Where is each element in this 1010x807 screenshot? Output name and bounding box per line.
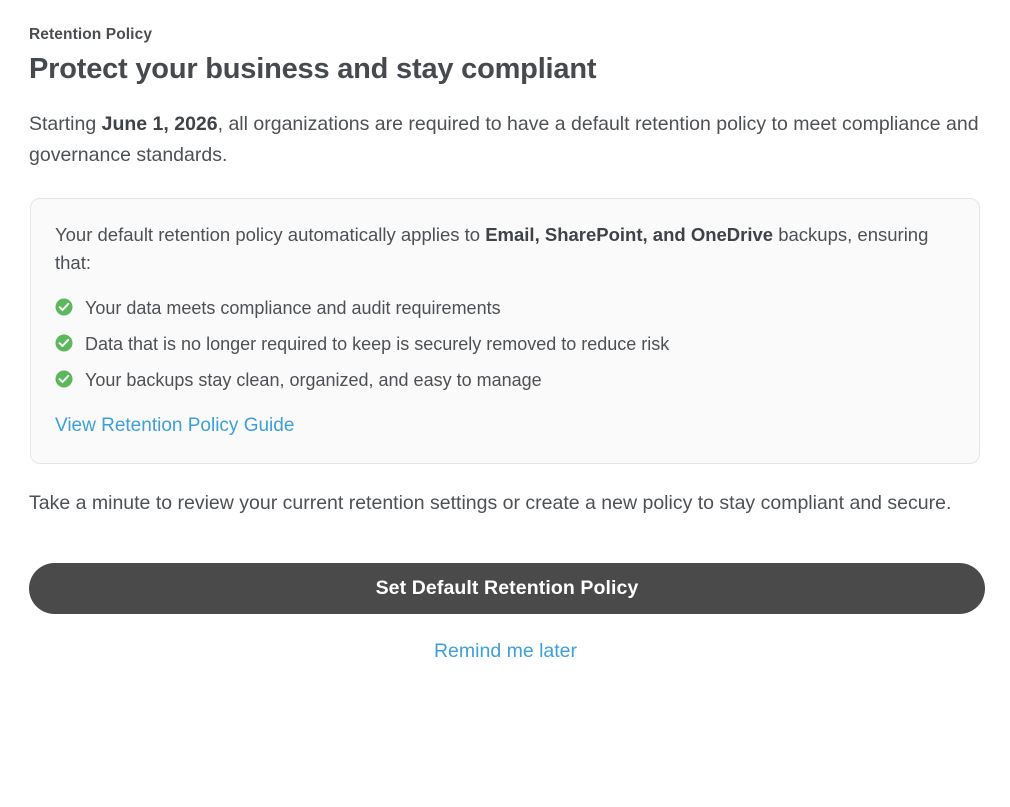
intro-suffix: , all organizations are required to have a default retention policy to meet compliance and governance standards. [29,112,979,167]
list-item [55,297,955,320]
page-title: Protect your business and stay compliant [29,52,597,85]
intro-prefix: Starting [29,112,102,135]
intro-paragraph [29,109,982,172]
list-item [55,333,955,356]
policy-info-card [30,198,980,464]
list-item-label: Your data meets compliance and audit requirements [85,297,501,318]
outro-paragraph: Take a minute to review your current retention settings or create a new policy to stay compliant and secure. [29,492,952,515]
set-default-retention-policy-button[interactable]: Set Default Retention Policy [29,563,985,614]
check-circle-icon [55,334,73,352]
card-lead-suffix: backups, ensuring that: [55,224,929,273]
intro-date: June 1, 2026 [101,112,218,135]
eyebrow-label: Retention Policy [29,26,153,43]
retention-policy-guide-link[interactable]: View Retention Policy Guide [55,414,295,436]
list-item-label: Data that is no longer required to keep is securely removed to reduce risk [85,333,670,354]
list-item-label: Your backups stay clean, organized, and easy to manage [85,370,542,391]
card-lead-prefix: Your default retention policy automatically applies to [55,224,486,245]
remind-me-later-link[interactable]: Remind me later [433,640,578,663]
check-circle-icon [55,298,73,316]
list-item [55,369,955,392]
secondary-action-row [29,640,982,663]
benefits-list [55,297,955,393]
card-lead-text [55,221,955,277]
card-lead-services: Email, SharePoint, and OneDrive [485,224,774,245]
check-circle-icon [55,370,73,388]
